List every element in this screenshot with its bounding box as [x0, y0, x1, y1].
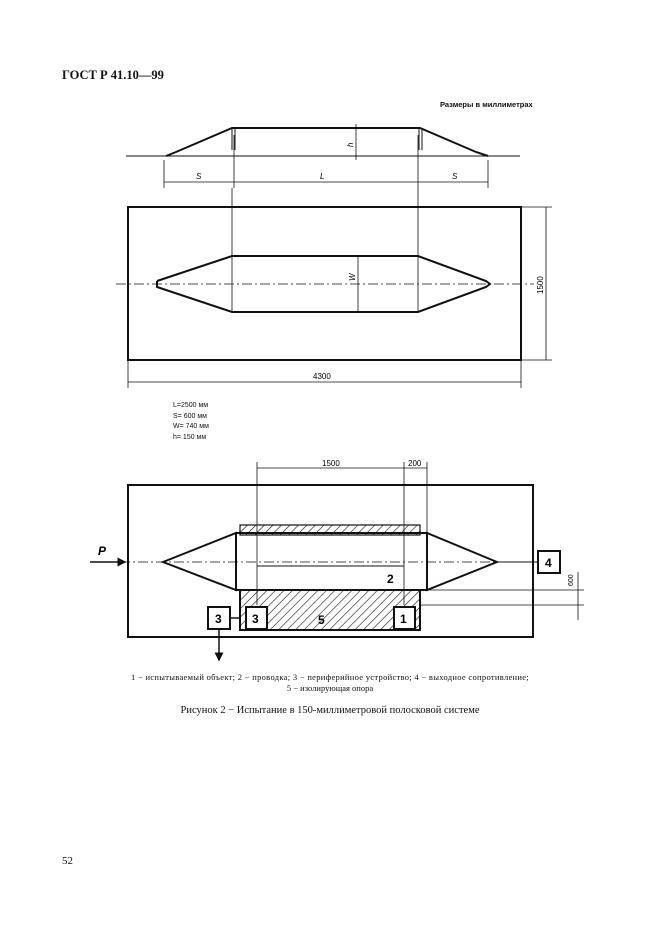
dim-600: 600: [568, 574, 575, 586]
svg-text:4: 4: [545, 556, 552, 570]
dim-height: 1500: [536, 276, 545, 294]
parameter-list: [173, 401, 209, 443]
label-5: 5: [318, 613, 325, 627]
label-2: 2: [387, 572, 394, 586]
legend-line-2: 5 − изолирующая опора: [286, 683, 374, 693]
box-1: [394, 607, 415, 629]
plan-view: [116, 188, 552, 388]
dim-width: 4300: [313, 372, 331, 381]
figure-legend: [60, 672, 600, 694]
param-s: S= 600 мм: [173, 412, 207, 420]
box-4: [538, 551, 560, 573]
standard-header: ГОСТ Р 41.10—99: [62, 68, 164, 82]
dim-w: W: [348, 273, 357, 281]
dim-200: 200: [408, 459, 422, 468]
units-note: Размеры в миллиметрах: [440, 100, 533, 109]
page-number: 52: [62, 855, 73, 867]
param-h: h= 150 мм: [173, 433, 207, 441]
dim-s-right: S: [452, 172, 458, 181]
param-l: L=2500 мм: [173, 402, 209, 409]
svg-text:3: 3: [215, 612, 222, 626]
svg-text:1: 1: [400, 612, 407, 626]
dim-l: L: [320, 172, 325, 181]
svg-text:3: 3: [252, 612, 259, 626]
dim-h: h: [346, 142, 355, 147]
box-3-inner: [246, 607, 267, 629]
param-w: W= 740 мм: [173, 423, 209, 430]
figure-caption: Рисунок 2 − Испытание в 150-миллиметровой полосковой системе: [180, 705, 480, 716]
test-view: [90, 462, 584, 660]
dim-1500: 1500: [322, 459, 340, 468]
legend-line-1: 1 − испытываемый объект; 2 − проводка; 3 − периферийное устройство; 4 − выходное сопротивление;: [130, 672, 529, 682]
input-label-p: P: [98, 544, 107, 558]
dim-s-left: S: [196, 172, 202, 181]
box-3-outer: [208, 607, 230, 629]
